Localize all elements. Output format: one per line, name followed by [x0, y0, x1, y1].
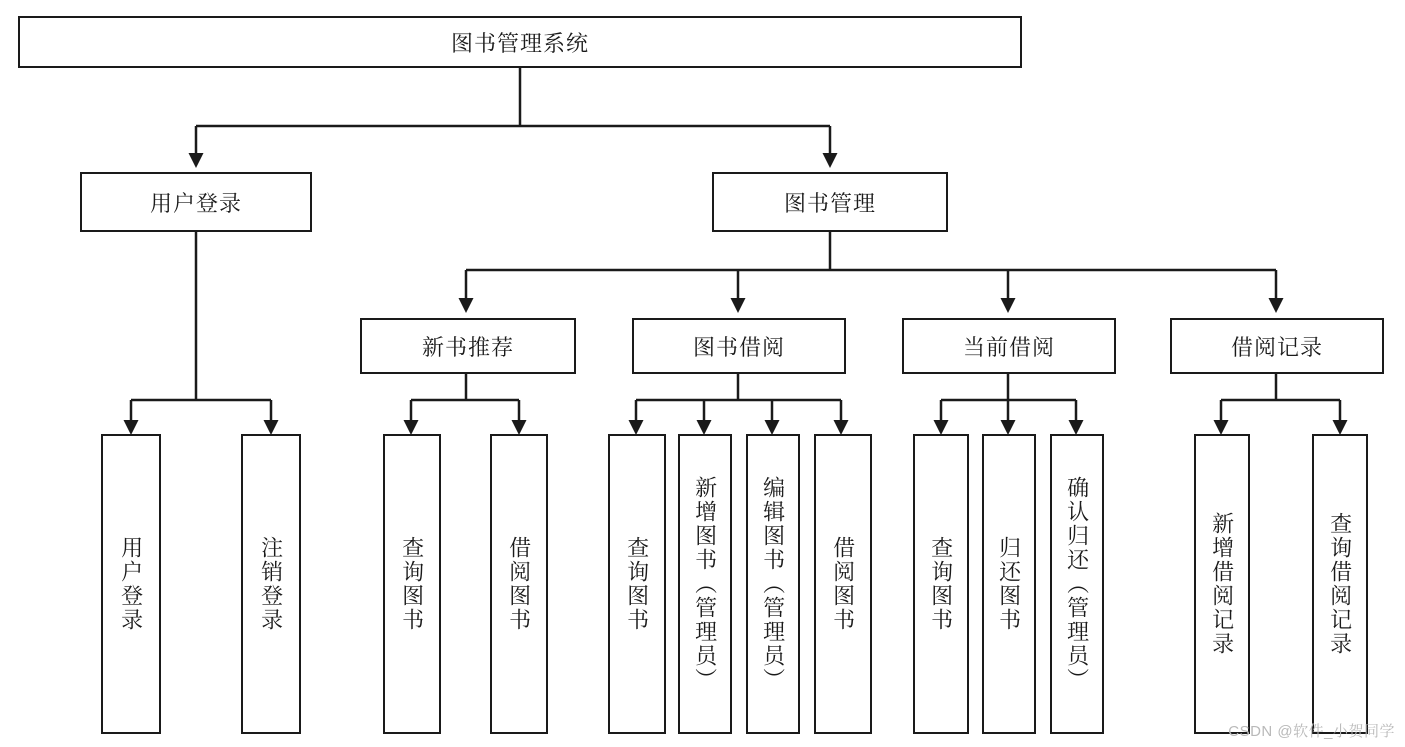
- leaf-query-book-borrow-label: 查询图书: [624, 536, 650, 632]
- node-book-management[interactable]: [712, 172, 948, 232]
- node-user-login[interactable]: [80, 172, 312, 232]
- node-borrow-records[interactable]: [1170, 318, 1384, 374]
- leaf-logout-label: 注销登录: [258, 536, 284, 632]
- node-book-management-label: 图书管理: [783, 190, 876, 216]
- leaf-query-borrow-record-label: 查询借阅记录: [1327, 512, 1353, 656]
- leaf-query-book-new[interactable]: [383, 434, 441, 734]
- node-root-label: 图书管理系统: [450, 30, 589, 56]
- leaf-return-book[interactable]: [982, 434, 1036, 734]
- node-current-borrow[interactable]: [902, 318, 1116, 374]
- node-new-book-recommend-label: 新书推荐: [421, 334, 514, 360]
- leaf-add-book-admin-label: 新增图书（管理员）: [692, 476, 718, 692]
- leaf-borrow-book-new[interactable]: [490, 434, 548, 734]
- leaf-query-book-current[interactable]: [913, 434, 969, 734]
- leaf-return-book-label: 归还图书: [996, 536, 1022, 632]
- node-current-borrow-label: 当前借阅: [962, 334, 1055, 360]
- leaf-query-book-new-label: 查询图书: [399, 536, 425, 632]
- leaf-edit-book-admin-label: 编辑图书（管理员）: [760, 476, 786, 692]
- leaf-borrow-book-label: 借阅图书: [830, 536, 856, 632]
- leaf-user-login[interactable]: [101, 434, 161, 734]
- node-book-borrow[interactable]: [632, 318, 846, 374]
- node-borrow-records-label: 借阅记录: [1230, 334, 1323, 360]
- leaf-logout[interactable]: [241, 434, 301, 734]
- leaf-add-book-admin[interactable]: [678, 434, 732, 734]
- node-new-book-recommend[interactable]: [360, 318, 576, 374]
- leaf-confirm-return-admin-label: 确认归还（管理员）: [1064, 476, 1090, 692]
- node-root[interactable]: [18, 16, 1022, 68]
- leaf-add-borrow-record-label: 新增借阅记录: [1209, 512, 1235, 656]
- leaf-borrow-book[interactable]: [814, 434, 872, 734]
- leaf-confirm-return-admin[interactable]: [1050, 434, 1104, 734]
- leaf-edit-book-admin[interactable]: [746, 434, 800, 734]
- node-book-borrow-label: 图书借阅: [692, 334, 785, 360]
- leaf-query-book-borrow[interactable]: [608, 434, 666, 734]
- leaf-borrow-book-new-label: 借阅图书: [506, 536, 532, 632]
- leaf-add-borrow-record[interactable]: [1194, 434, 1250, 734]
- watermark-text: CSDN @软件_小贺同学: [1228, 723, 1395, 740]
- node-user-login-label: 用户登录: [149, 190, 242, 216]
- leaf-user-login-label: 用户登录: [118, 536, 144, 632]
- leaf-query-borrow-record[interactable]: [1312, 434, 1368, 734]
- leaf-query-book-current-label: 查询图书: [928, 536, 954, 632]
